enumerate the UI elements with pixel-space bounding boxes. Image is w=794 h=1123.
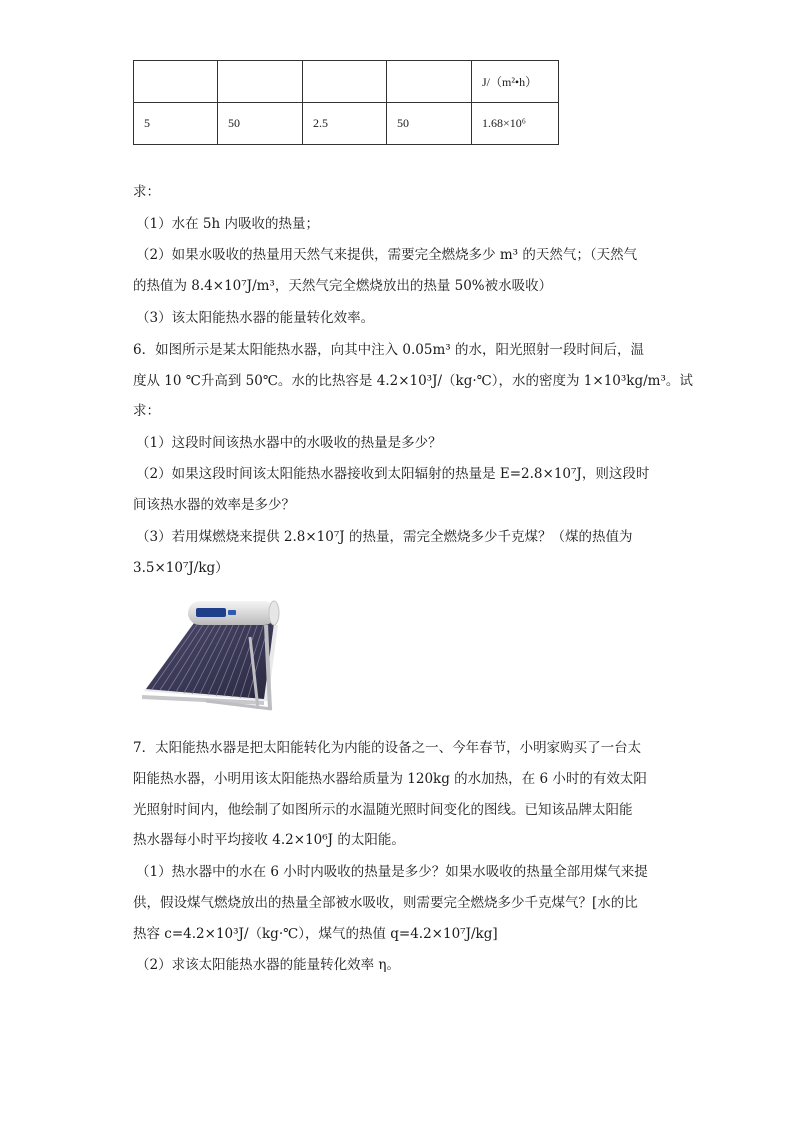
q7-part1-line2: 供，假设煤气燃烧放出的热量全部被水吸收，则需要完全燃烧多少千克煤气？[水的比	[133, 895, 638, 911]
table-cell: J/（m²•h）	[472, 61, 559, 103]
q6-line2: 度从 10 ℃升高到 50℃。水的比热容是 4.2×10³J/（kg·℃），水的密度为 1×10³kg/m³。试	[133, 373, 693, 389]
solar-water-heater-icon	[140, 597, 280, 712]
q6-part1: （1）这段时间该热水器中的水吸收的热量是多少？	[136, 435, 442, 451]
table-cell	[387, 61, 472, 103]
q7-part2: （2）求该太阳能热水器的能量转化效率 η。	[136, 957, 400, 973]
table-cell	[303, 61, 387, 103]
q7-line3: 光照射时间内，他绘制了如图所示的水温随光照时间变化的图线。已知该品牌太阳能	[133, 802, 633, 818]
table-row	[134, 103, 559, 145]
q5-ask: 求：	[133, 184, 160, 200]
q7-line4: 热水器每小时平均接收 4.2×10⁶J 的太阳能。	[133, 832, 405, 848]
q5-part3: （3）该太阳能热水器的能量转化效率。	[136, 310, 375, 326]
table-cell	[134, 61, 218, 103]
q7-part1-line1: （1）热水器中的水在 6 小时内吸收的热量是多少？如果水吸收的热量全部用煤气来提	[136, 864, 648, 880]
q6-part3-line2: 3.5×10⁷J/kg）	[133, 560, 229, 576]
q5-part1: （1）水在 5h 内吸收的热量；	[136, 216, 319, 232]
table-cell: 5	[134, 103, 218, 145]
q7-line2: 阳能热水器，小明用该太阳能热水器给质量为 120kg 的水加热，在 6 小时的有效太阳	[133, 771, 647, 787]
q5-part2-line2: 的热值为 8.4×10⁷J/m³，天然气完全燃烧放出的热量 50%被水吸收）	[133, 278, 553, 294]
q6-line1: 6．如图所示是某太阳能热水器，向其中注入 0.05m³ 的水，阳光照射一段时间后，温	[133, 342, 644, 358]
table-cell: 50	[387, 103, 472, 145]
data-table	[133, 60, 559, 145]
q6-part2-line1: （2）如果这段时间该太阳能热水器接收到太阳辐射的热量是 E=2.8×10⁷J，则这段时	[136, 466, 650, 482]
q5-part2-line1: （2）如果水吸收的热量用天然气来提供，需要完全燃烧多少 m³ 的天然气；（天然气	[136, 247, 638, 263]
table-cell: 1.68×10⁶	[472, 103, 559, 145]
q7-line1: 7．太阳能热水器是把太阳能转化为内能的设备之一、今年春节，小明家购买了一台太	[133, 740, 642, 756]
table-cell: 50	[218, 103, 303, 145]
table-row	[134, 61, 559, 103]
q6-part2-line2: 间该热水器的效率是多少？	[133, 497, 295, 513]
table-cell: 2.5	[303, 103, 387, 145]
q7-part1-line3: 热容 c=4.2×10³J/（kg·℃），煤气的热值 q=4.2×10⁷J/kg]	[133, 926, 498, 942]
q6-line3: 求：	[133, 403, 160, 419]
table-cell	[218, 61, 303, 103]
q6-part3-line1: （3）若用煤燃烧来提供 2.8×10⁷J 的热量，需完全燃烧多少千克煤？（煤的热值为	[136, 529, 633, 545]
